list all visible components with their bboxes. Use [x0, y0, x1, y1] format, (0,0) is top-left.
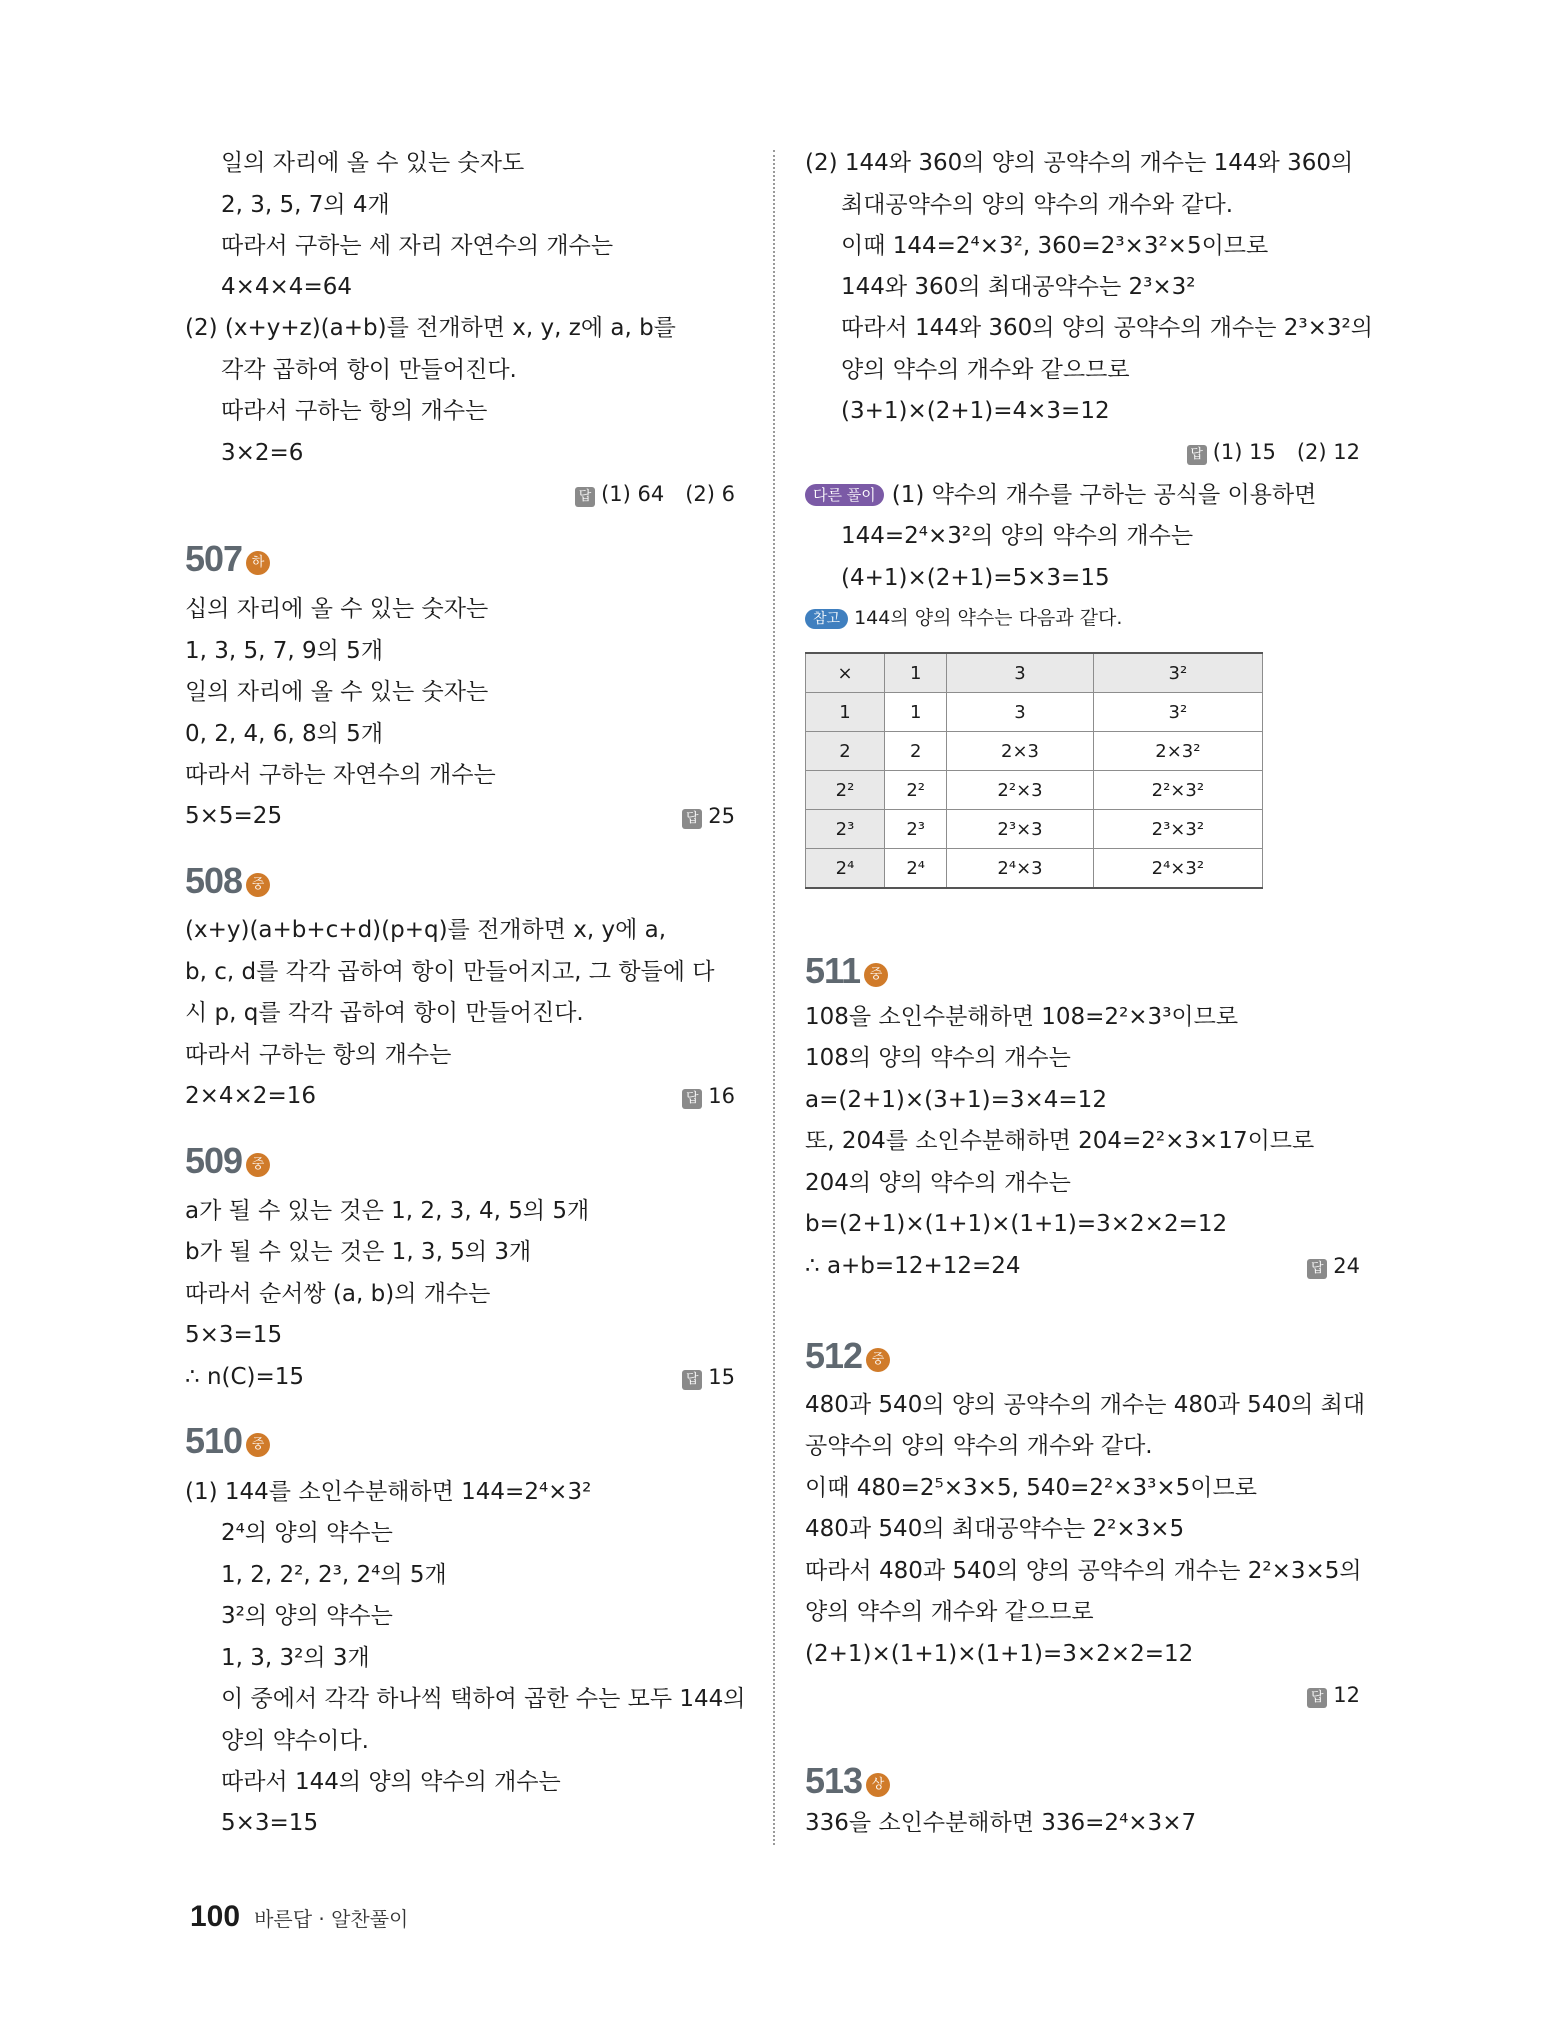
- problem-number: 512: [805, 1335, 863, 1376]
- page-footer: [190, 1900, 408, 1934]
- text-line: 0, 2, 4, 6, 8의 5개: [185, 721, 384, 747]
- table-row: 1 1 3 3²: [806, 693, 1263, 732]
- text-line: 따라서 144와 360의 양의 공약수의 개수는 2³×3²의: [841, 315, 1373, 341]
- text-line: a=(2+1)×(3+1)=3×4=12: [805, 1087, 1107, 1113]
- answer-icon: 답: [682, 1370, 702, 1390]
- problem-number: 509: [185, 1140, 243, 1181]
- text-line: 따라서 구하는 자연수의 개수는: [185, 762, 496, 788]
- difficulty-badge: 중: [246, 873, 270, 897]
- text-line: a가 될 수 있는 것은 1, 2, 3, 4, 5의 5개: [185, 1198, 590, 1224]
- table-row: 2 2 2×3 2×3²: [806, 732, 1263, 771]
- problem-number: 510: [185, 1420, 243, 1461]
- difficulty-badge: 중: [866, 1348, 890, 1372]
- text-line: 양의 약수의 개수와 같으므로: [841, 357, 1130, 383]
- table-row: 2³ 2³ 2³×3 2³×3²: [806, 810, 1263, 849]
- text-line: (3+1)×(2+1)=4×3=12: [841, 398, 1110, 424]
- text-line: 따라서 144의 양의 약수의 개수는: [221, 1769, 561, 1795]
- text-line: 1, 3, 3²의 3개: [221, 1645, 370, 1671]
- text-line: 144와 360의 최대공약수는 2³×3²: [841, 274, 1196, 300]
- text-line: 시 p, q를 각각 곱하여 항이 만들어진다.: [185, 1000, 584, 1026]
- alt-solution-tag: 다른 풀이: [805, 484, 884, 506]
- problem-heading-513: [805, 1760, 890, 1802]
- text-line: 480과 540의 양의 공약수의 개수는 480과 540의 최대: [805, 1392, 1366, 1418]
- difficulty-badge: 중: [864, 963, 888, 987]
- text-line: (4+1)×(2+1)=5×3=15: [841, 565, 1110, 591]
- text-line: (1) 144를 소인수분해하면 144=2⁴×3²: [185, 1479, 592, 1505]
- text-line: 따라서 480과 540의 양의 공약수의 개수는 2²×3×5의: [805, 1558, 1362, 1584]
- problem-heading-512: [805, 1335, 890, 1377]
- problem-number: 507: [185, 538, 243, 579]
- difficulty-badge: 하: [246, 551, 270, 575]
- text-line: ∴ a+b=12+12=24: [805, 1253, 1021, 1279]
- text-line: 5×3=15: [185, 1322, 283, 1348]
- answer-icon: 답: [1307, 1259, 1327, 1279]
- text-line: 십의 자리에 올 수 있는 숫자는: [185, 596, 489, 622]
- text-line: 이때 144=2⁴×3², 360=2³×3²×5이므로: [841, 233, 1269, 259]
- text-line: b=(2+1)×(1+1)×(1+1)=3×2×2=12: [805, 1211, 1228, 1237]
- text-line: b가 될 수 있는 것은 1, 3, 5의 3개: [185, 1239, 532, 1265]
- problem-heading-511: [805, 950, 888, 992]
- difficulty-badge: 중: [246, 1433, 270, 1457]
- answer-icon: 답: [1307, 1688, 1327, 1708]
- text-line: 이때 480=2⁵×3×5, 540=2²×3³×5이므로: [805, 1475, 1257, 1501]
- text-line: 따라서 구하는 항의 개수는: [185, 1042, 452, 1068]
- answer: 답 25: [682, 802, 735, 830]
- note-line: 참고 144의 양의 약수는 다음과 같다.: [805, 603, 1122, 633]
- text-line: 480과 540의 최대공약수는 2²×3×5: [805, 1516, 1185, 1542]
- text-line: 4×4×4=64: [221, 274, 352, 300]
- text-line: 2×4×2=16: [185, 1083, 316, 1109]
- answer: 답 12: [1307, 1681, 1360, 1709]
- problem-number: 511: [805, 950, 861, 991]
- text-line: 따라서 순서쌍 (a, b)의 개수는: [185, 1281, 491, 1307]
- problem-heading-509: [185, 1140, 270, 1182]
- answer: 답 16: [682, 1082, 735, 1110]
- column-divider: [773, 150, 775, 1845]
- problem-heading-510: [185, 1420, 270, 1462]
- note-tag: 참고: [805, 609, 848, 629]
- text-line: 144=2⁴×3²의 양의 약수의 개수는: [841, 523, 1194, 549]
- text-line: 1, 3, 5, 7, 9의 5개: [185, 638, 384, 664]
- table-row: 2⁴ 2⁴ 2⁴×3 2⁴×3²: [806, 849, 1263, 889]
- text-line: 따라서 구하는 세 자리 자연수의 개수는: [221, 233, 614, 259]
- text-line: 따라서 구하는 항의 개수는: [221, 398, 488, 424]
- difficulty-badge: 중: [246, 1153, 270, 1177]
- text-line: 각각 곱하여 항이 만들어진다.: [221, 357, 517, 383]
- problem-number: 508: [185, 860, 243, 901]
- answer-icon: 답: [575, 487, 595, 507]
- text-line: (2) (x+y+z)(a+b)를 전개하면 x, y, z에 a, b를: [185, 315, 676, 341]
- text-line: 108을 소인수분해하면 108=2²×3³이므로: [805, 1004, 1239, 1030]
- text-line: 108의 양의 약수의 개수는: [805, 1045, 1071, 1071]
- text-line: 336을 소인수분해하면 336=2⁴×3×7: [805, 1810, 1197, 1836]
- text-line: 1, 2, 2², 2³, 2⁴의 5개: [221, 1562, 447, 1588]
- answer-icon: 답: [682, 809, 702, 829]
- text-line: (2) 144와 360의 양의 공약수의 개수는 144와 360의: [805, 150, 1354, 176]
- text-line: 204의 양의 약수의 개수는: [805, 1170, 1071, 1196]
- text-line: 2⁴의 양의 약수는: [221, 1520, 393, 1546]
- text-line: ∴ n(C)=15: [185, 1364, 305, 1390]
- answer: 답 15: [682, 1363, 735, 1391]
- book-title: 바른답 · 알찬풀이: [254, 1907, 409, 1931]
- table-row: × 1 3 3²: [806, 653, 1263, 693]
- text-line: 양의 약수이다.: [221, 1728, 369, 1754]
- text-line: 공약수의 양의 약수의 개수와 같다.: [805, 1433, 1153, 1459]
- text-line: 5×3=15: [221, 1810, 319, 1836]
- text-line: b, c, d를 각각 곱하여 항이 만들어지고, 그 항들에 다: [185, 959, 715, 985]
- text-line: 5×5=25: [185, 803, 283, 829]
- text-line: 최대공약수의 양의 약수의 개수와 같다.: [841, 192, 1234, 218]
- text-line: (2+1)×(1+1)×(1+1)=3×2×2=12: [805, 1641, 1194, 1667]
- problem-heading-507: [185, 538, 270, 580]
- text-line: 일의 자리에 올 수 있는 숫자도: [221, 150, 525, 176]
- text-line: 3²의 양의 약수는: [221, 1603, 393, 1629]
- answer: 답 24: [1307, 1252, 1360, 1280]
- difficulty-badge: 상: [866, 1773, 890, 1797]
- problem-number: 513: [805, 1760, 863, 1801]
- text-line: 양의 약수의 개수와 같으므로: [805, 1599, 1094, 1625]
- answer: 답 (1) 15 (2) 12: [1187, 438, 1360, 466]
- text-line: 일의 자리에 올 수 있는 숫자는: [185, 679, 489, 705]
- page-number: 100: [190, 1900, 241, 1933]
- text-line: 또, 204를 소인수분해하면 204=2²×3×17이므로: [805, 1128, 1315, 1154]
- text-line: (x+y)(a+b+c+d)(p+q)를 전개하면 x, y에 a,: [185, 917, 667, 943]
- answer-icon: 답: [682, 1089, 702, 1109]
- answer-icon: 답: [1187, 445, 1207, 465]
- table-row: 2² 2² 2²×3 2²×3²: [806, 771, 1263, 810]
- text-line: 2, 3, 5, 7의 4개: [221, 192, 390, 218]
- text-line: 3×2=6: [221, 440, 304, 466]
- text-line: 이 중에서 각각 하나씩 택하여 곱한 수는 모두 144의: [221, 1686, 746, 1712]
- answer: 답 (1) 64 (2) 6: [575, 480, 735, 508]
- alt-solution-line: 다른 풀이 (1) 약수의 개수를 구하는 공식을 이용하면: [805, 480, 1316, 510]
- problem-heading-508: [185, 860, 270, 902]
- divisor-table: [805, 652, 1263, 889]
